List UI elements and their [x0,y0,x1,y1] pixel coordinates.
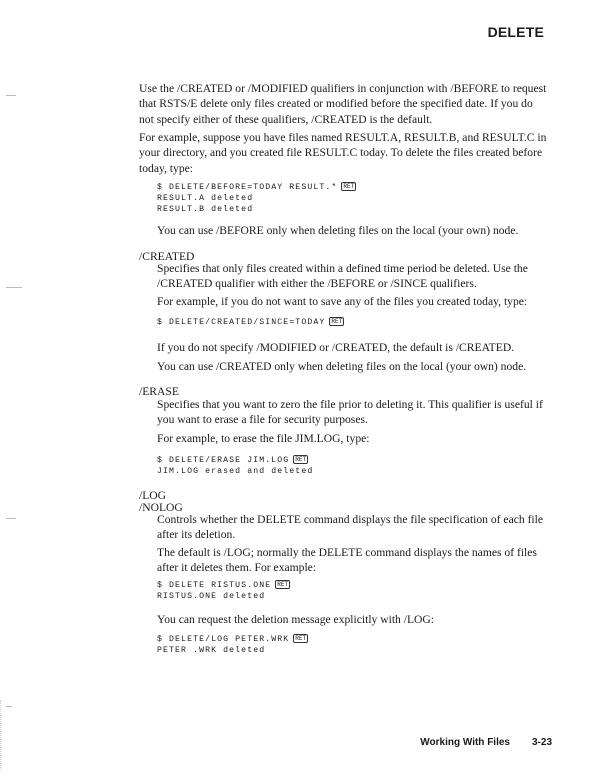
margin-mark [6,287,22,288]
example-output: RISTUS.ONE deleted [157,592,266,601]
example-output: RESULT.A deleted [157,194,254,203]
example-block-log [157,634,308,656]
paragraph-before-qualifier: Use the /CREATED or /MODIFIED qualifiers in conjunction with /BEFORE to request that RSTS/E delete only files created or modified before the specified date. If you do not specify either of these qualifiers, /CREATED is the default. [139,82,547,126]
return-key-icon: RET [295,635,307,642]
log-default-note: The default is /LOG; normally the DELETE command displays the names of files after it deletes them. For example: [157,546,537,575]
page-header-title: DELETE [487,24,544,40]
qualifier-heading-created: /CREATED [139,250,195,263]
page-footer [420,737,552,748]
example-output: JIM.LOG erased and deleted [157,467,314,476]
qualifier-heading-nolog: /NOLOG [139,501,183,514]
footer-section-title: Working With Files [420,737,510,748]
return-key-icon: RET [331,318,343,325]
qualifier-heading-log: /LOG [139,489,167,502]
example-command: $ DELETE/LOG PETER.WRK [157,635,290,644]
erase-description: Specifies that you want to zero the file prior to deleting it. This qualifier is useful if you want to erase a file for security purposes. [157,398,543,427]
margin-mark [6,706,12,707]
paragraph-before-local-note: You can use /BEFORE only when deleting files on the local (your own) node. [157,224,519,237]
margin-mark [6,95,16,96]
created-default-note: If you do not specify /MODIFIED or /CREATED, the default is /CREATED. [157,341,515,354]
example-block-before [157,182,356,215]
log-explicit-note: You can request the deletion message explicitly with /LOG: [157,613,435,626]
return-key-icon: RET [343,183,355,190]
return-key-icon: RET [295,456,307,463]
return-key-icon: RET [277,581,289,588]
created-example-intro: For example, if you do not want to save any of the files you created today, type: [157,295,528,308]
log-description: Controls whether the DELETE command displays the file specification of each file after its deletion. [157,513,544,542]
example-output: PETER .WRK deleted [157,646,266,655]
created-description: Specifies that only files created within a defined time period be deleted. Use the /CREATED qualifier with either the /BEFORE or /SINCE qualifiers. [157,262,528,291]
erase-example-intro: For example, to erase the file JIM.LOG, type: [157,432,370,445]
paragraph-example-intro: For example, suppose you have files named RESULT.A, RESULT.B, and RESULT.C in your directory, and you created file RESULT.C today. To delete the files created before today, type: [139,131,547,175]
example-command: $ DELETE/BEFORE=TODAY RESULT.* [157,183,338,192]
qualifier-heading-erase: /ERASE [139,385,179,398]
created-local-note: You can use /CREATED only when deleting files on the local (your own) node. [157,360,527,373]
scan-edge-line [0,700,2,770]
example-command: $ DELETE RISTUS.ONE [157,581,272,590]
example-block-created [157,317,344,328]
example-block-nolog [157,580,290,602]
margin-mark [6,518,16,519]
example-block-erase [157,455,313,477]
example-command: $ DELETE/CREATED/SINCE=TODAY [157,318,326,327]
page-number: 3-23 [531,737,552,748]
example-command: $ DELETE/ERASE JIM.LOG [157,456,290,465]
example-output: RESULT.B deleted [157,205,254,214]
